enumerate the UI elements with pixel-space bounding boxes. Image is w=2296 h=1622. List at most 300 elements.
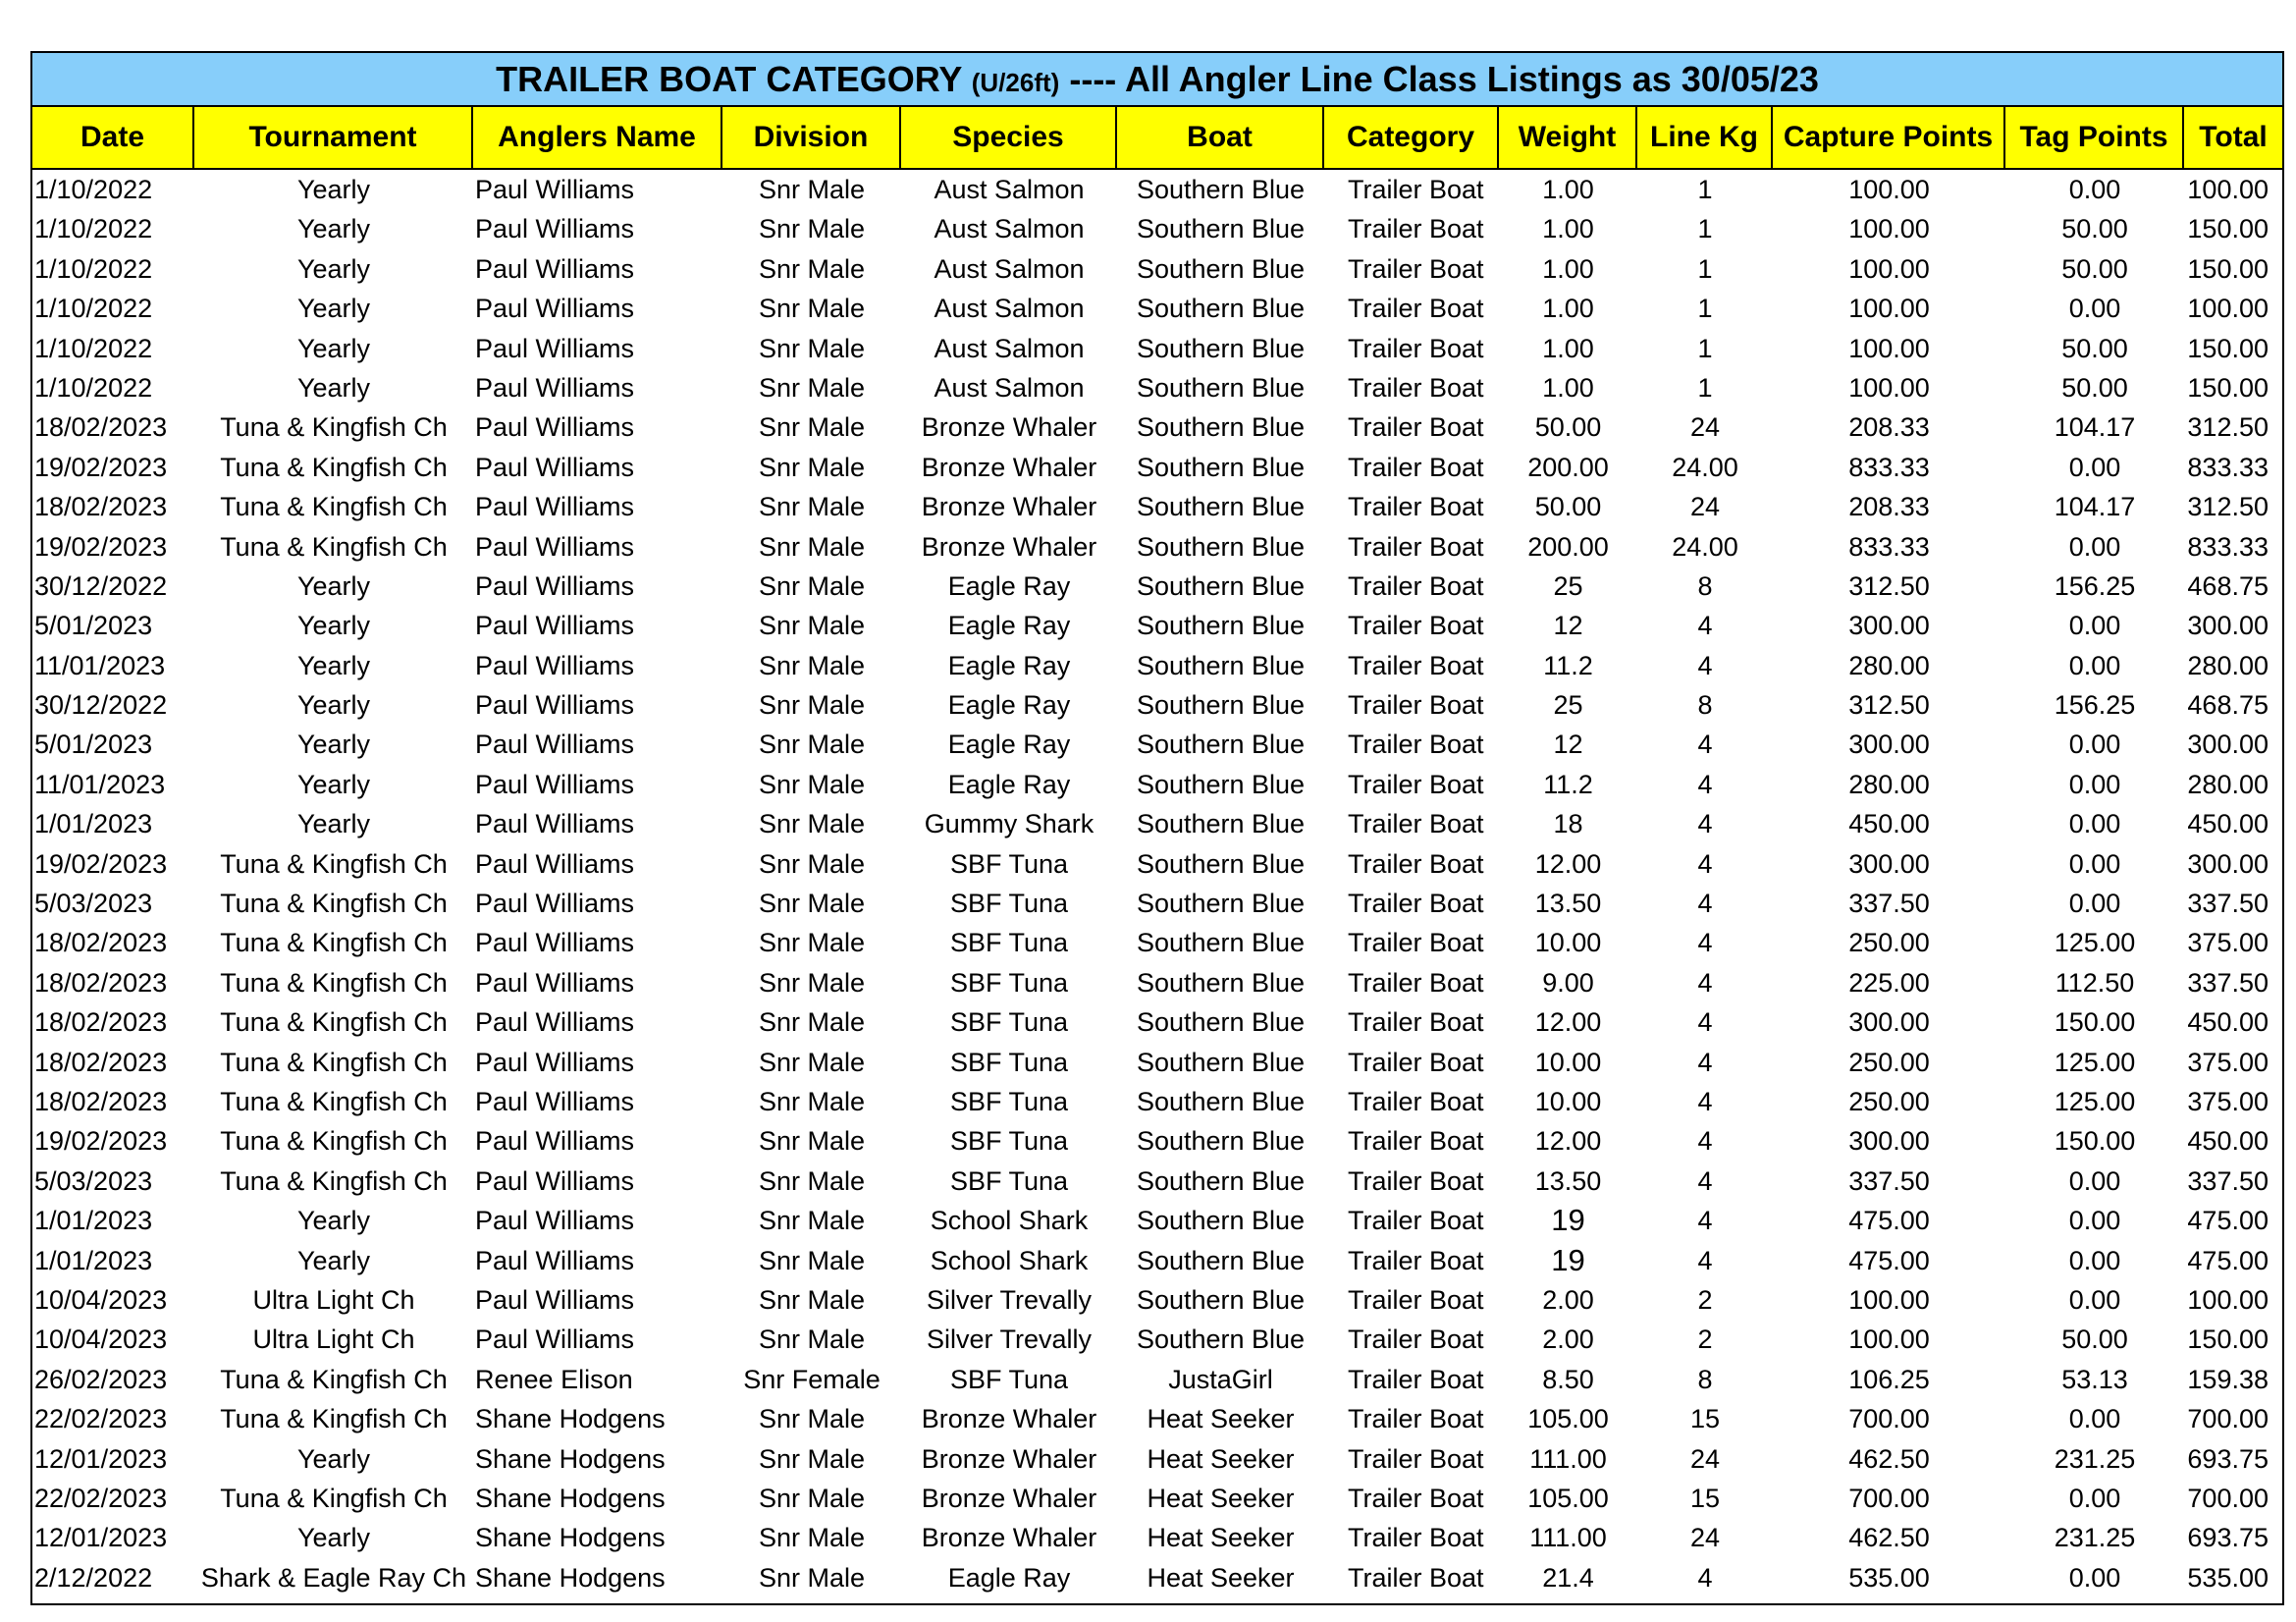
cell-category: Trailer Boat bbox=[1348, 1325, 1484, 1355]
cell-total: 312.50 bbox=[2187, 492, 2269, 522]
cell-date: 26/02/2023 bbox=[34, 1364, 168, 1394]
table-row bbox=[32, 646, 2282, 685]
cell-date: 1/10/2022 bbox=[34, 214, 153, 244]
cell-boat: Southern Blue bbox=[1136, 531, 1306, 562]
cell-weight: 19 bbox=[1551, 1242, 1585, 1277]
cell-species: SBF Tuna bbox=[949, 1364, 1069, 1394]
cell-division: Snr Female bbox=[743, 1364, 881, 1394]
cell-anglers-name: Paul Williams bbox=[475, 372, 635, 403]
cell-tournament: Tuna & Kingfish Ch bbox=[220, 1364, 448, 1394]
table-row bbox=[32, 1043, 2282, 1082]
cell-tag-points: 0.00 bbox=[2068, 531, 2121, 562]
cell-line-kg: 4 bbox=[1697, 889, 1713, 919]
cell-tournament: Tuna & Kingfish Ch bbox=[220, 928, 448, 958]
cell-tag-points: 0.00 bbox=[2068, 452, 2121, 482]
cell-division: Snr Male bbox=[758, 889, 866, 919]
cell-species: Aust Salmon bbox=[934, 372, 1085, 403]
cell-anglers-name: Paul Williams bbox=[475, 1245, 635, 1275]
cell-tournament: Tuna & Kingfish Ch bbox=[220, 1165, 448, 1196]
cell-division: Snr Male bbox=[758, 214, 866, 244]
cell-species: SBF Tuna bbox=[949, 928, 1069, 958]
cell-total: 100.00 bbox=[2187, 175, 2269, 204]
cell-anglers-name: Paul Williams bbox=[475, 730, 635, 760]
table-row bbox=[32, 368, 2282, 407]
cell-category: Trailer Boat bbox=[1348, 650, 1484, 680]
cell-category: Trailer Boat bbox=[1348, 1443, 1484, 1474]
cell-tournament: Tuna & Kingfish Ch bbox=[220, 1086, 448, 1116]
cell-category: Trailer Boat bbox=[1348, 294, 1484, 324]
table-row bbox=[32, 249, 2282, 289]
cell-division: Snr Male bbox=[758, 1404, 866, 1434]
cell-tournament: Yearly bbox=[296, 809, 371, 839]
cell-weight: 21.4 bbox=[1542, 1562, 1594, 1593]
cell-anglers-name: Paul Williams bbox=[475, 452, 635, 482]
cell-division: Snr Male bbox=[758, 1047, 866, 1077]
cell-division: Snr Male bbox=[758, 294, 866, 324]
header-row bbox=[32, 107, 2282, 170]
cell-division: Snr Male bbox=[758, 690, 866, 721]
cell-species: Gummy Shark bbox=[924, 809, 1095, 839]
cell-tag-points: 156.25 bbox=[2054, 570, 2136, 601]
cell-date: 1/01/2023 bbox=[34, 1206, 153, 1236]
cell-line-kg: 4 bbox=[1697, 1047, 1713, 1077]
table-row bbox=[32, 765, 2282, 804]
cell-division: Snr Male bbox=[758, 412, 866, 443]
cell-line-kg: 4 bbox=[1697, 809, 1713, 839]
cell-date: 19/02/2023 bbox=[34, 1126, 168, 1157]
cell-line-kg: 4 bbox=[1697, 650, 1713, 680]
header-line-kg: Line Kg bbox=[1637, 107, 1773, 168]
table-row bbox=[32, 1002, 2282, 1042]
cell-weight: 13.50 bbox=[1534, 1165, 1602, 1196]
cell-line-kg: 8 bbox=[1697, 1364, 1713, 1394]
table-row bbox=[32, 1121, 2282, 1161]
cell-anglers-name: Paul Williams bbox=[475, 1325, 635, 1355]
cell-division: Snr Male bbox=[758, 1007, 866, 1038]
cell-tag-points: 50.00 bbox=[2061, 372, 2128, 403]
cell-tag-points: 125.00 bbox=[2054, 928, 2136, 958]
cell-date: 19/02/2023 bbox=[34, 531, 168, 562]
cell-boat: Heat Seeker bbox=[1147, 1483, 1295, 1513]
cell-boat: Southern Blue bbox=[1136, 690, 1306, 721]
cell-tournament: Tuna & Kingfish Ch bbox=[220, 412, 448, 443]
cell-boat: Southern Blue bbox=[1136, 175, 1306, 204]
cell-anglers-name: Paul Williams bbox=[475, 1126, 635, 1157]
cell-division: Snr Male bbox=[758, 1284, 866, 1315]
cell-boat: JustaGirl bbox=[1168, 1364, 1273, 1394]
cell-weight: 10.00 bbox=[1534, 928, 1602, 958]
cell-tag-points: 0.00 bbox=[2068, 175, 2121, 204]
cell-line-kg: 1 bbox=[1697, 214, 1713, 244]
cell-weight: 1.00 bbox=[1542, 372, 1594, 403]
cell-line-kg: 1 bbox=[1697, 175, 1713, 204]
cell-tournament: Yearly bbox=[296, 690, 371, 721]
cell-date: 5/03/2023 bbox=[34, 1165, 153, 1196]
cell-tag-points: 125.00 bbox=[2054, 1047, 2136, 1077]
cell-total: 150.00 bbox=[2187, 214, 2269, 244]
cell-boat: Heat Seeker bbox=[1147, 1404, 1295, 1434]
cell-total: 450.00 bbox=[2187, 1007, 2269, 1038]
cell-boat: Southern Blue bbox=[1136, 1165, 1306, 1196]
cell-division: Snr Male bbox=[758, 769, 866, 799]
cell-anglers-name: Paul Williams bbox=[475, 333, 635, 363]
cell-tag-points: 0.00 bbox=[2068, 294, 2121, 324]
cell-capture-points: 833.33 bbox=[1848, 452, 1930, 482]
cell-tag-points: 0.00 bbox=[2068, 769, 2121, 799]
cell-species: SBF Tuna bbox=[949, 1047, 1069, 1077]
cell-species: SBF Tuna bbox=[949, 848, 1069, 879]
cell-date: 12/01/2023 bbox=[34, 1523, 168, 1553]
cell-anglers-name: Paul Williams bbox=[475, 809, 635, 839]
cell-boat: Southern Blue bbox=[1136, 769, 1306, 799]
cell-species: School Shark bbox=[930, 1206, 1089, 1236]
cell-total: 300.00 bbox=[2187, 611, 2269, 641]
cell-date: 12/01/2023 bbox=[34, 1443, 168, 1474]
cell-species: Aust Salmon bbox=[934, 253, 1085, 284]
cell-total: 693.75 bbox=[2187, 1443, 2269, 1474]
cell-capture-points: 300.00 bbox=[1848, 848, 1930, 879]
cell-boat: Southern Blue bbox=[1136, 452, 1306, 482]
cell-date: 1/10/2022 bbox=[34, 294, 153, 324]
cell-species: Eagle Ray bbox=[947, 611, 1071, 641]
cell-anglers-name: Renee Elison bbox=[475, 1364, 633, 1394]
cell-line-kg: 4 bbox=[1697, 1245, 1713, 1275]
cell-category: Trailer Boat bbox=[1348, 1523, 1484, 1553]
cell-species: School Shark bbox=[930, 1245, 1089, 1275]
cell-total: 300.00 bbox=[2187, 730, 2269, 760]
cell-species: SBF Tuna bbox=[949, 1126, 1069, 1157]
cell-category: Trailer Boat bbox=[1348, 214, 1484, 244]
cell-tournament: Yearly bbox=[296, 1245, 371, 1275]
header-weight: Weight bbox=[1499, 107, 1637, 168]
cell-species: Bronze Whaler bbox=[921, 531, 1097, 562]
cell-tag-points: 0.00 bbox=[2068, 1206, 2121, 1236]
cell-total: 475.00 bbox=[2187, 1206, 2269, 1236]
cell-weight: 10.00 bbox=[1534, 1086, 1602, 1116]
header-date: Date bbox=[32, 107, 194, 168]
cell-division: Snr Male bbox=[758, 175, 866, 204]
cell-division: Snr Male bbox=[758, 967, 866, 998]
table-row bbox=[32, 329, 2282, 368]
cell-boat: Southern Blue bbox=[1136, 253, 1306, 284]
cell-total: 535.00 bbox=[2187, 1562, 2269, 1593]
cell-capture-points: 312.50 bbox=[1848, 570, 1930, 601]
cell-tag-points: 50.00 bbox=[2061, 333, 2128, 363]
cell-tournament: Shark & Eagle Ray Ch bbox=[200, 1562, 467, 1593]
cell-category: Trailer Boat bbox=[1348, 452, 1484, 482]
cell-capture-points: 300.00 bbox=[1848, 730, 1930, 760]
header-tag-points: Tag Points bbox=[2005, 107, 2184, 168]
cell-category: Trailer Boat bbox=[1348, 690, 1484, 721]
header-tournament: Tournament bbox=[194, 107, 473, 168]
cell-tournament: Yearly bbox=[296, 730, 371, 760]
cell-capture-points: 250.00 bbox=[1848, 1047, 1930, 1077]
cell-tournament: Tuna & Kingfish Ch bbox=[220, 889, 448, 919]
cell-species: Aust Salmon bbox=[934, 175, 1085, 204]
cell-tournament: Tuna & Kingfish Ch bbox=[220, 1007, 448, 1038]
table-row bbox=[32, 448, 2282, 487]
cell-line-kg: 4 bbox=[1697, 928, 1713, 958]
cell-line-kg: 4 bbox=[1697, 848, 1713, 879]
table-row bbox=[32, 567, 2282, 606]
header-boat: Boat bbox=[1117, 107, 1324, 168]
cell-weight: 111.00 bbox=[1529, 1523, 1607, 1553]
header-anglers-name: Anglers Name bbox=[473, 107, 722, 168]
cell-line-kg: 1 bbox=[1697, 294, 1713, 324]
cell-boat: Southern Blue bbox=[1136, 1126, 1306, 1157]
cell-species: Eagle Ray bbox=[947, 1562, 1071, 1593]
cell-tag-points: 0.00 bbox=[2068, 1483, 2121, 1513]
cell-weight: 1.00 bbox=[1542, 253, 1594, 284]
cell-category: Trailer Boat bbox=[1348, 1165, 1484, 1196]
cell-weight: 2.00 bbox=[1542, 1325, 1594, 1355]
cell-tournament: Tuna & Kingfish Ch bbox=[220, 452, 448, 482]
cell-capture-points: 280.00 bbox=[1848, 650, 1930, 680]
cell-total: 693.75 bbox=[2187, 1523, 2269, 1553]
cell-line-kg: 4 bbox=[1697, 1165, 1713, 1196]
cell-tag-points: 50.00 bbox=[2061, 1325, 2128, 1355]
cell-line-kg: 4 bbox=[1697, 1007, 1713, 1038]
cell-total: 150.00 bbox=[2187, 1325, 2269, 1355]
cell-anglers-name: Paul Williams bbox=[475, 492, 635, 522]
cell-tag-points: 0.00 bbox=[2068, 1404, 2121, 1434]
cell-species: Eagle Ray bbox=[947, 650, 1071, 680]
cell-weight: 1.00 bbox=[1542, 333, 1594, 363]
cell-line-kg: 24.00 bbox=[1672, 452, 1738, 482]
cell-tournament: Tuna & Kingfish Ch bbox=[220, 1483, 448, 1513]
cell-total: 468.75 bbox=[2187, 690, 2269, 721]
cell-tournament: Yearly bbox=[296, 333, 371, 363]
cell-tournament: Yearly bbox=[296, 253, 371, 284]
cell-weight: 105.00 bbox=[1527, 1404, 1609, 1434]
cell-weight: 25 bbox=[1553, 690, 1583, 721]
cell-tournament: Yearly bbox=[296, 769, 371, 799]
cell-species: Eagle Ray bbox=[947, 570, 1071, 601]
cell-tournament: Yearly bbox=[296, 611, 371, 641]
table-row bbox=[32, 527, 2282, 567]
cell-line-kg: 4 bbox=[1697, 1562, 1713, 1593]
cell-category: Trailer Boat bbox=[1348, 1047, 1484, 1077]
cell-anglers-name: Shane Hodgens bbox=[475, 1404, 666, 1434]
header-species: Species bbox=[901, 107, 1117, 168]
cell-weight: 12.00 bbox=[1534, 1007, 1602, 1038]
cell-anglers-name: Paul Williams bbox=[475, 769, 635, 799]
cell-tournament: Tuna & Kingfish Ch bbox=[220, 1404, 448, 1434]
cell-capture-points: 535.00 bbox=[1848, 1562, 1930, 1593]
cell-capture-points: 462.50 bbox=[1848, 1523, 1930, 1553]
cell-capture-points: 100.00 bbox=[1848, 1325, 1930, 1355]
cell-total: 375.00 bbox=[2187, 928, 2269, 958]
header-total: Total bbox=[2199, 121, 2268, 153]
cell-category: Trailer Boat bbox=[1348, 611, 1484, 641]
table-row bbox=[32, 1439, 2282, 1479]
cell-capture-points: 475.00 bbox=[1848, 1245, 1930, 1275]
table-row bbox=[32, 1479, 2282, 1518]
cell-species: SBF Tuna bbox=[949, 889, 1069, 919]
cell-capture-points: 280.00 bbox=[1848, 769, 1930, 799]
cell-species: SBF Tuna bbox=[949, 1165, 1069, 1196]
cell-date: 5/01/2023 bbox=[34, 730, 153, 760]
cell-division: Snr Male bbox=[758, 253, 866, 284]
cell-boat: Southern Blue bbox=[1136, 412, 1306, 443]
cell-weight: 12.00 bbox=[1534, 1126, 1602, 1157]
cell-species: Aust Salmon bbox=[934, 333, 1085, 363]
cell-capture-points: 337.50 bbox=[1848, 889, 1930, 919]
cell-tag-points: 231.25 bbox=[2054, 1523, 2136, 1553]
cell-date: 1/10/2022 bbox=[34, 372, 153, 403]
table-row bbox=[32, 844, 2282, 884]
cell-total: 159.38 bbox=[2187, 1364, 2269, 1394]
cell-species: Eagle Ray bbox=[947, 690, 1071, 721]
cell-tag-points: 0.00 bbox=[2068, 848, 2121, 879]
cell-species: Bronze Whaler bbox=[921, 412, 1097, 443]
cell-total: 100.00 bbox=[2187, 294, 2269, 324]
cell-category: Trailer Boat bbox=[1348, 809, 1484, 839]
cell-anglers-name: Paul Williams bbox=[475, 1007, 635, 1038]
cell-date: 10/04/2023 bbox=[34, 1284, 168, 1315]
cell-total: 100.00 bbox=[2187, 1284, 2269, 1315]
cell-species: Bronze Whaler bbox=[921, 452, 1097, 482]
cell-species: Bronze Whaler bbox=[921, 1483, 1097, 1513]
cell-total: 375.00 bbox=[2187, 1047, 2269, 1077]
cell-category: Trailer Boat bbox=[1348, 1126, 1484, 1157]
cell-division: Snr Male bbox=[758, 1443, 866, 1474]
cell-anglers-name: Paul Williams bbox=[475, 412, 635, 443]
cell-category: Trailer Boat bbox=[1348, 175, 1484, 204]
cell-weight: 11.2 bbox=[1543, 769, 1593, 799]
cell-species: Silver Trevally bbox=[926, 1284, 1093, 1315]
cell-tag-points: 0.00 bbox=[2068, 730, 2121, 760]
cell-division: Snr Male bbox=[758, 650, 866, 680]
cell-date: 18/02/2023 bbox=[34, 412, 168, 443]
cell-tag-points: 0.00 bbox=[2068, 1284, 2121, 1315]
cell-tournament: Yearly bbox=[296, 214, 371, 244]
cell-category: Trailer Boat bbox=[1348, 1086, 1484, 1116]
cell-date: 1/10/2022 bbox=[34, 253, 153, 284]
cell-anglers-name: Paul Williams bbox=[475, 294, 635, 324]
table-row bbox=[32, 923, 2282, 962]
cell-anglers-name: Paul Williams bbox=[475, 570, 635, 601]
table-row bbox=[32, 487, 2282, 526]
cell-species: SBF Tuna bbox=[949, 967, 1069, 998]
cell-division: Snr Male bbox=[758, 1165, 866, 1196]
cell-division: Snr Male bbox=[758, 1483, 866, 1513]
cell-capture-points: 208.33 bbox=[1848, 412, 1930, 443]
cell-date: 30/12/2022 bbox=[34, 570, 168, 601]
title-size-note: (U/26ft) bbox=[971, 68, 1060, 97]
cell-line-kg: 24 bbox=[1689, 1443, 1721, 1474]
table-row bbox=[32, 725, 2282, 764]
cell-boat: Southern Blue bbox=[1136, 650, 1306, 680]
cell-division: Snr Male bbox=[758, 333, 866, 363]
cell-tag-points: 53.13 bbox=[2061, 1364, 2128, 1394]
cell-total: 475.00 bbox=[2187, 1245, 2269, 1275]
cell-anglers-name: Paul Williams bbox=[475, 1047, 635, 1077]
cell-line-kg: 4 bbox=[1697, 730, 1713, 760]
cell-tag-points: 104.17 bbox=[2054, 492, 2136, 522]
cell-date: 19/02/2023 bbox=[34, 452, 168, 482]
cell-anglers-name: Shane Hodgens bbox=[475, 1443, 666, 1474]
cell-date: 1/01/2023 bbox=[34, 1245, 153, 1275]
cell-category: Trailer Boat bbox=[1348, 1007, 1484, 1038]
cell-tag-points: 104.17 bbox=[2054, 412, 2136, 443]
cell-tournament: Yearly bbox=[296, 175, 371, 204]
cell-tournament: Yearly bbox=[296, 570, 371, 601]
cell-weight: 13.50 bbox=[1534, 889, 1602, 919]
cell-capture-points: 250.00 bbox=[1848, 928, 1930, 958]
cell-capture-points: 475.00 bbox=[1848, 1206, 1930, 1236]
table-row bbox=[32, 685, 2282, 725]
cell-anglers-name: Paul Williams bbox=[475, 1284, 635, 1315]
cell-category: Trailer Boat bbox=[1348, 253, 1484, 284]
cell-total: 280.00 bbox=[2187, 769, 2269, 799]
cell-line-kg: 2 bbox=[1697, 1325, 1713, 1355]
cell-total: 450.00 bbox=[2187, 1126, 2269, 1157]
cell-anglers-name: Paul Williams bbox=[475, 1165, 635, 1196]
table-row bbox=[32, 1082, 2282, 1121]
cell-anglers-name: Paul Williams bbox=[475, 690, 635, 721]
cell-capture-points: 250.00 bbox=[1848, 1086, 1930, 1116]
cell-weight: 8.50 bbox=[1542, 1364, 1594, 1394]
cell-category: Trailer Boat bbox=[1348, 412, 1484, 443]
cell-weight: 10.00 bbox=[1534, 1047, 1602, 1077]
cell-line-kg: 4 bbox=[1697, 1086, 1713, 1116]
cell-anglers-name: Paul Williams bbox=[475, 531, 635, 562]
cell-total: 280.00 bbox=[2187, 650, 2269, 680]
cell-boat: Southern Blue bbox=[1136, 611, 1306, 641]
cell-boat: Southern Blue bbox=[1136, 809, 1306, 839]
cell-tag-points: 0.00 bbox=[2068, 611, 2121, 641]
cell-weight: 50.00 bbox=[1534, 492, 1602, 522]
cell-line-kg: 24 bbox=[1689, 492, 1721, 522]
cell-species: Bronze Whaler bbox=[921, 492, 1097, 522]
cell-line-kg: 24 bbox=[1689, 412, 1721, 443]
cell-total: 700.00 bbox=[2187, 1404, 2269, 1434]
table-row bbox=[32, 1162, 2282, 1201]
cell-weight: 50.00 bbox=[1534, 412, 1602, 443]
cell-category: Trailer Boat bbox=[1348, 848, 1484, 879]
cell-line-kg: 4 bbox=[1697, 1126, 1713, 1157]
cell-boat: Southern Blue bbox=[1136, 848, 1306, 879]
cell-anglers-name: Shane Hodgens bbox=[475, 1483, 666, 1513]
cell-species: SBF Tuna bbox=[949, 1086, 1069, 1116]
cell-division: Snr Male bbox=[758, 809, 866, 839]
cell-species: Aust Salmon bbox=[934, 214, 1085, 244]
cell-capture-points: 100.00 bbox=[1848, 333, 1930, 363]
cell-weight: 12 bbox=[1553, 611, 1583, 641]
cell-date: 18/02/2023 bbox=[34, 1086, 168, 1116]
cell-weight: 1.00 bbox=[1542, 214, 1594, 244]
cell-weight: 200.00 bbox=[1527, 452, 1609, 482]
cell-division: Snr Male bbox=[758, 1126, 866, 1157]
cell-division: Snr Male bbox=[758, 1523, 866, 1553]
cell-tournament: Yearly bbox=[296, 1206, 371, 1236]
cell-anglers-name: Paul Williams bbox=[475, 1086, 635, 1116]
cell-tag-points: 50.00 bbox=[2061, 253, 2128, 284]
cell-boat: Southern Blue bbox=[1136, 1245, 1306, 1275]
cell-tag-points: 0.00 bbox=[2068, 650, 2121, 680]
cell-boat: Southern Blue bbox=[1136, 730, 1306, 760]
cell-anglers-name: Shane Hodgens bbox=[475, 1523, 666, 1553]
table-row bbox=[32, 884, 2282, 923]
cell-date: 18/02/2023 bbox=[34, 1047, 168, 1077]
cell-weight: 25 bbox=[1553, 570, 1583, 601]
cell-capture-points: 106.25 bbox=[1848, 1364, 1930, 1394]
cell-tournament: Ultra Light Ch bbox=[252, 1325, 415, 1355]
table-row bbox=[32, 1320, 2282, 1359]
cell-division: Snr Male bbox=[758, 492, 866, 522]
cell-total: 700.00 bbox=[2187, 1483, 2269, 1513]
